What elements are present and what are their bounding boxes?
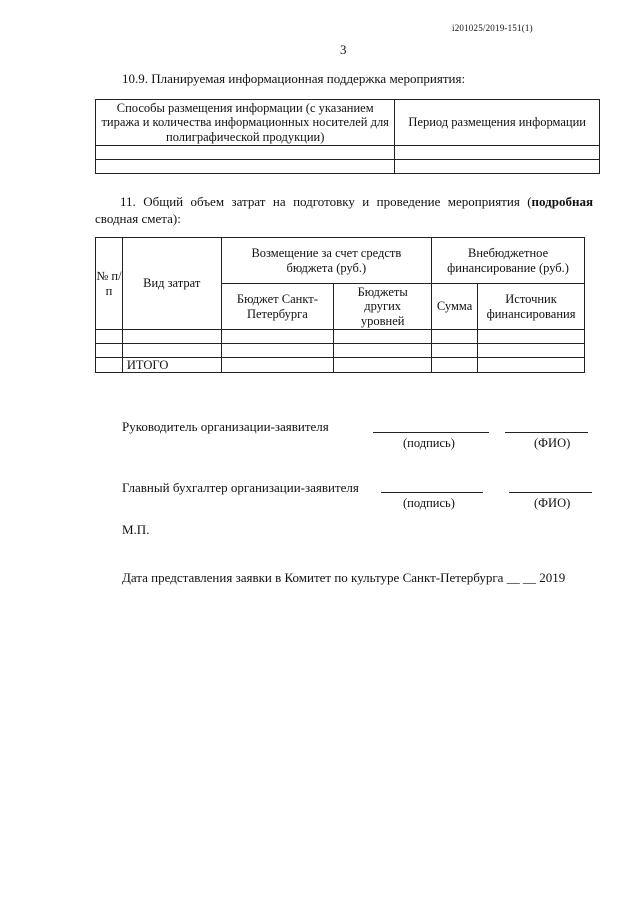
section-11-rest: сводная смета): [95, 211, 181, 226]
head-signature-line[interactable] [373, 432, 489, 433]
table-cell[interactable] [395, 160, 600, 174]
table-cell[interactable] [432, 358, 478, 373]
budget-group-header: Возмещение за счет средств бюджета (руб.) [221, 238, 432, 284]
table-cell[interactable] [395, 146, 600, 160]
head-signature-label: Руководитель организации-заявителя [122, 419, 329, 434]
info-period-header: Период размещения информации [395, 100, 600, 146]
section-10-9-heading: 10.9. Планируемая информационная поддержка мероприятия: [122, 71, 466, 86]
submission-date-line: Дата представления заявки в Комитет по культуре Санкт-Петербурга __ __ 2019 [122, 570, 566, 585]
table-cell[interactable] [96, 344, 123, 358]
table-cell[interactable] [221, 330, 334, 344]
stamp-placeholder: М.П. [122, 522, 150, 537]
accountant-signature-line[interactable] [381, 492, 483, 493]
table-row [96, 160, 600, 174]
table-cell[interactable] [221, 344, 334, 358]
total-label: ИТОГО [122, 358, 221, 373]
col-num-header: № п/п [96, 238, 123, 330]
budget-table [95, 237, 585, 373]
table-cell[interactable] [96, 146, 395, 160]
document-id: i201025/2019-151(1) [452, 23, 533, 33]
table-cell[interactable] [122, 330, 221, 344]
accountant-signature-caption: (подпись) [403, 496, 455, 510]
col-other-budget-header: Бюджеты других уровней [334, 284, 432, 330]
col-source-header: Источник финансирования [478, 284, 585, 330]
head-name-caption: (ФИО) [534, 436, 571, 450]
col-spb-budget-header: Бюджет Санкт-Петербурга [221, 284, 334, 330]
section-11-text: 11. Общий объем затрат на подготовку и проведение мероприятия ( [120, 194, 532, 209]
col-sum-header: Сумма [432, 284, 478, 330]
table-row [96, 330, 585, 344]
page-number: 3 [340, 42, 347, 57]
extra-budget-group-header: Внебюджетное финансирование (руб.) [432, 238, 585, 284]
table-cell[interactable] [432, 330, 478, 344]
head-name-line[interactable] [505, 432, 588, 433]
table-row [96, 146, 600, 160]
info-support-table [95, 99, 600, 174]
section-11-bold: подробная [531, 194, 593, 209]
table-cell[interactable] [221, 358, 334, 373]
table-cell[interactable] [96, 330, 123, 344]
table-cell[interactable] [334, 344, 432, 358]
info-methods-header: Способы размещения информации (с указанием тиража и количества информационных носителей для полиграфической продукции) [96, 100, 395, 146]
table-cell[interactable] [96, 358, 123, 373]
table-cell[interactable] [96, 160, 395, 174]
table-cell[interactable] [432, 344, 478, 358]
table-cell[interactable] [478, 344, 585, 358]
table-cell[interactable] [334, 330, 432, 344]
accountant-name-line[interactable] [509, 492, 592, 493]
table-cell[interactable] [122, 344, 221, 358]
col-type-header: Вид затрат [122, 238, 221, 330]
table-row [96, 344, 585, 358]
accountant-name-caption: (ФИО) [534, 496, 571, 510]
total-row [96, 358, 585, 373]
section-11-paragraph [95, 193, 593, 227]
head-signature-caption: (подпись) [403, 436, 455, 450]
table-cell[interactable] [478, 330, 585, 344]
table-cell[interactable] [478, 358, 585, 373]
table-cell[interactable] [334, 358, 432, 373]
accountant-signature-label: Главный бухгалтер организации-заявителя [122, 480, 359, 495]
